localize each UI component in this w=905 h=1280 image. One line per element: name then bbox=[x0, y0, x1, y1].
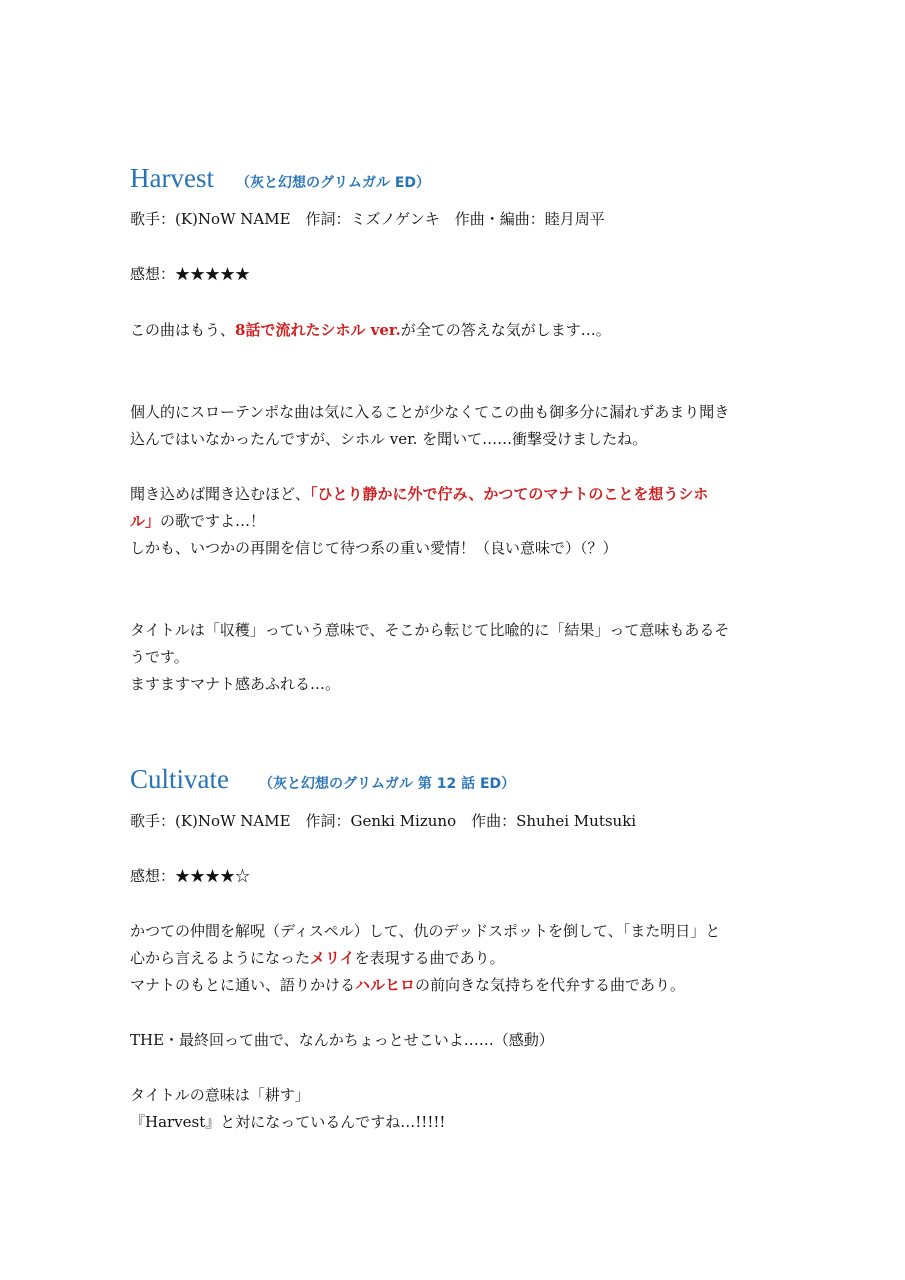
song-credits: 歌手：(K)NoW NAME 作詞：Genki Mizuno 作曲：Shuhei Mutsuki bbox=[130, 812, 637, 830]
paragraph-line: ますますマナト感あふれる…。 bbox=[130, 675, 341, 693]
highlight-text: ハルヒロ bbox=[355, 976, 416, 994]
paragraph-line bbox=[130, 320, 611, 340]
paragraph-line: 個人的にスローテンポな曲は気に入ることが少なくてこの曲も御多分に漏れずあまり聞き bbox=[130, 403, 730, 421]
song-heading-cultivate bbox=[130, 764, 515, 795]
text-segment: の歌ですよ…！ bbox=[160, 512, 266, 530]
paragraph-line: かつての仲間を解呪（ディスペル）して、仇のデッドスポットを倒して、「また明日」と bbox=[130, 922, 721, 940]
paragraph-line: うです。 bbox=[130, 648, 189, 666]
highlight-text: メリイ bbox=[310, 949, 355, 967]
paragraph-line: 込んではいなかったんですが、シホル ver. を聞いて……衝撃受けましたね。 bbox=[130, 430, 648, 448]
song-rating: 感想：★★★★★ bbox=[130, 265, 251, 283]
text-segment: 心から言えるようになった bbox=[130, 949, 311, 967]
song-title: Harvest bbox=[130, 163, 214, 193]
song-subtitle: （灰と幻想のグリムガル ED） bbox=[235, 175, 431, 191]
text-segment: を表現する曲であり。 bbox=[354, 949, 505, 967]
song-credits: 歌手：(K)NoW NAME 作詞：ミズノゲンキ 作曲・編曲：睦月周平 bbox=[130, 210, 605, 228]
text-segment: の前向きな気持ちを代弁する曲であり。 bbox=[415, 976, 686, 994]
paragraph-line bbox=[130, 975, 685, 995]
text-segment: マナトのもとに通い、語りかける bbox=[130, 976, 356, 994]
song-subtitle: （灰と幻想のグリムガル 第 12 話 ED） bbox=[258, 776, 516, 792]
highlight-text: ル」 bbox=[130, 512, 161, 530]
paragraph-line bbox=[130, 511, 265, 531]
text-segment: 聞き込めば聞き込むほど、 bbox=[130, 485, 311, 503]
song-heading-harvest bbox=[130, 163, 430, 194]
paragraph-line: タイトルは「収穫」っていう意味で、そこから転じて比喩的に「結果」って意味もあるそ bbox=[130, 621, 730, 639]
paragraph-line: THE・最終回って曲で、なんかちょっとせこいよ……（感動） bbox=[130, 1031, 554, 1049]
paragraph-line: しかも、いつかの再開を信じて待つ系の重い愛情！（良い意味で）（？） bbox=[130, 539, 618, 557]
highlight-text: 「ひとり静かに外で佇み、かつてのマナトのことを想うシホ bbox=[310, 485, 709, 503]
text-segment: この曲はもう、 bbox=[130, 321, 236, 339]
song-title: Cultivate bbox=[130, 764, 229, 794]
paragraph-line bbox=[130, 484, 708, 504]
text-segment: が全ての答えな気がします…。 bbox=[400, 321, 611, 339]
paragraph-line: タイトルの意味は「耕す」 bbox=[130, 1086, 310, 1104]
paragraph-line bbox=[130, 948, 505, 968]
song-rating: 感想：★★★★☆ bbox=[130, 867, 251, 885]
paragraph-line: 『Harvest』と対になっているんですね…!!!!! bbox=[130, 1113, 446, 1131]
highlight-text: 8話で流れたシホル ver. bbox=[235, 321, 401, 339]
